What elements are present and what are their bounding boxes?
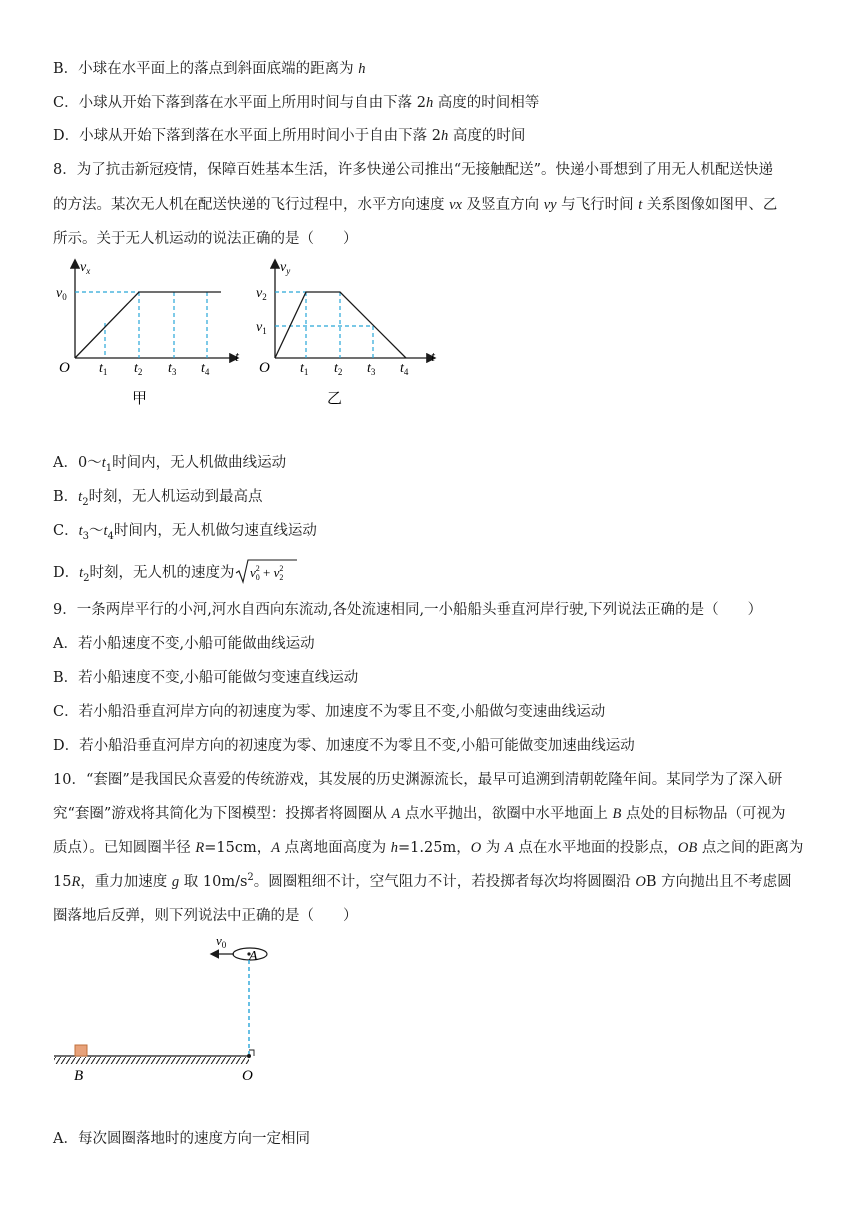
q9-option-d: D．若小船沿垂直河岸方向的初速度为零、加速度不为零且不变,小船可能做变加速曲线运动	[53, 738, 635, 754]
variable-O: O	[635, 874, 646, 890]
variable-t: t	[78, 523, 83, 539]
ground-hatch	[54, 1057, 249, 1064]
caption-yi: 乙	[327, 391, 343, 407]
option-letter: C．	[53, 523, 79, 539]
tick-t4: $t_4$	[201, 361, 210, 377]
variable-t: t	[79, 565, 84, 581]
option-letter: D．	[53, 565, 80, 581]
option-text: 小球从开始下落到落在水平面上所用时间与自由下落 2	[78, 95, 426, 111]
superscript: 2	[247, 872, 254, 884]
origin-label: O	[59, 360, 70, 376]
y-axis-label: $v_x$	[80, 260, 91, 276]
tick-v1: $v_1$	[256, 320, 267, 336]
option-text: ～	[89, 523, 104, 539]
guide-lines	[75, 292, 207, 358]
q9-option-c: C．若小船沿垂直河岸方向的初速度为零、加速度不为零且不变,小船做匀变速曲线运动	[53, 704, 606, 720]
variable-t: t	[78, 489, 83, 505]
x-axis-label: t	[235, 350, 239, 365]
stem-text: 15	[53, 874, 72, 890]
caption-jia: 甲	[132, 391, 148, 407]
stem-text: ，重力加速度	[80, 874, 172, 890]
origin-label: O	[259, 360, 270, 376]
q9-option-b: B．若小船速度不变,小船可能做匀变速直线运动	[53, 670, 359, 686]
target-box-icon	[75, 1045, 87, 1056]
tick-t3: $t_3$	[367, 361, 376, 377]
q10-stem-line-2	[53, 804, 785, 824]
q8-stem-line-1: 8．为了抗击新冠疫情，保障百姓基本生活，许多快递公司推出“无接触配送”。快递小哥想到了用无人机配送快递	[53, 162, 774, 178]
q8-stem-line-3: 所示。关于无人机运动的说法正确的是（ ）	[53, 231, 358, 247]
subscript: 3	[82, 530, 90, 542]
option-text: 小球在水平面上的落点到斜面底端的距离为	[78, 61, 359, 77]
option-letter: B．	[53, 61, 79, 77]
subscript: 2	[83, 572, 90, 584]
option-text: 时刻，无人机运动到最高点	[88, 489, 263, 505]
q8-stem-line-2	[53, 195, 777, 215]
stem-text: 。圆圈粗细不计，空气阻力不计，若投掷者每次均将圆圈沿	[253, 874, 636, 890]
stem-text: 点处的目标物品（可视为	[621, 806, 786, 822]
sqrt-expression	[235, 558, 297, 584]
q10-option-a: A．每次圆圈落地时的速度方向一定相同	[53, 1131, 310, 1147]
stem-text: 的方法。某次无人机在配送快递的飞行过程中，水平方向速度	[53, 197, 450, 213]
variable-A: A	[391, 806, 401, 822]
stem-text: 点之间的距离为	[697, 840, 804, 856]
label-a: A	[249, 949, 258, 964]
variable-O: O	[470, 840, 482, 856]
option-text: 小球从开始下落到落在水平面上所用时间小于自由下落 2	[79, 128, 441, 144]
variable-g: g	[171, 874, 180, 890]
v0-label: $v_0$	[216, 933, 227, 950]
stem-text: 为	[481, 840, 505, 856]
subscript: 1	[105, 462, 113, 474]
variable-OB: OB	[677, 840, 698, 856]
label-o: O	[242, 1068, 253, 1084]
q8-option-b	[53, 487, 263, 507]
subscript: 4	[107, 530, 114, 542]
variable-t: t	[638, 197, 643, 213]
variable-h: h	[390, 840, 399, 856]
option-letter: D．	[53, 128, 80, 144]
variable-B: B	[612, 806, 622, 822]
stem-text: 点水平抛出，欲圈中水平地面上	[400, 806, 613, 822]
stem-text: B 方向抛出且不考虑圆	[645, 874, 792, 890]
q8-option-a	[53, 453, 286, 473]
q8-option-c	[53, 521, 317, 541]
stem-text: 取 10m/s	[179, 874, 248, 890]
stem-text: 究“套圈”游戏将其简化为下图模型：投掷者将圆圈从	[53, 806, 392, 822]
variable-R: R	[71, 874, 81, 890]
tick-t3: $t_3$	[168, 361, 177, 377]
q10-stem-line-3	[53, 838, 803, 858]
option-text: 高度的时间相等	[433, 95, 540, 111]
subscript: 2	[82, 496, 89, 508]
tick-t2: $t_2$	[134, 361, 143, 377]
option-letter: B．	[53, 489, 79, 505]
stem-text: 质点）。已知圆圈半径	[53, 840, 196, 856]
option-text: 时间内，无人机做曲线运动	[112, 455, 287, 471]
variable-h: h	[425, 95, 434, 111]
stem-text: =1.25m，	[398, 840, 471, 856]
x-axis-label: t	[431, 350, 435, 365]
variable-vy: vy	[543, 197, 557, 213]
point-o-icon	[247, 1054, 251, 1058]
option-letter: C．	[53, 95, 79, 111]
vx-curve	[75, 292, 221, 358]
q10-stem-line-4	[53, 872, 792, 892]
stem-text: =15cm，	[204, 840, 272, 856]
q7-option-b	[53, 59, 366, 79]
stem-text: 与飞行时间	[556, 197, 639, 213]
stem-text: 点离地面高度为	[280, 840, 391, 856]
guide-lines	[275, 292, 373, 358]
tick-t2: $t_2$	[334, 361, 343, 377]
tick-v2: $v_2$	[256, 286, 267, 302]
graph-jia	[55, 255, 255, 415]
option-text: 时间内，无人机做匀速直线运动	[113, 523, 317, 539]
q7-option-c	[53, 93, 539, 113]
tick-t4: $t_4$	[400, 361, 409, 377]
y-axis-label: $v_y$	[280, 260, 291, 276]
ring-toss-figure	[50, 930, 280, 1090]
stem-text: 点在水平地面的投影点，	[513, 840, 678, 856]
variable-vx: vx	[449, 197, 462, 213]
option-text: 0～	[77, 455, 102, 471]
variable-t: t	[101, 455, 106, 471]
q9-stem: 9．一条两岸平行的小河,河水自西向东流动,各处流速相同,一小船船头垂直河岸行驶,下列说法正确的是（ ）	[53, 602, 763, 618]
variable-h: h	[358, 61, 366, 77]
stem-text: 关系图像如图甲、乙	[642, 197, 778, 213]
tick-v0: $v_0$	[56, 286, 67, 302]
q9-option-a: A．若小船速度不变,小船可能做曲线运动	[53, 636, 315, 652]
variable-R: R	[195, 840, 205, 856]
label-b: B	[74, 1068, 84, 1084]
tick-t1: $t_1$	[300, 361, 309, 377]
option-text: 高度的时间	[448, 128, 526, 144]
svg-text:v02 + v22: $v_02 + v_22$	[249, 564, 283, 582]
graph-yi	[254, 255, 454, 415]
stem-text: 及竖直方向	[461, 197, 544, 213]
variable-A: A	[504, 840, 514, 856]
variable-A: A	[271, 840, 281, 856]
option-letter: A．	[53, 455, 78, 471]
q10-stem-line-1: 10．“套圈”是我国民众喜爱的传统游戏，其发展的历史渊源流长，最早可追溯到清朝乾隆年间。某同学为了深入研	[53, 772, 783, 788]
option-text: 时刻，无人机的速度为	[89, 565, 235, 581]
tick-t1: $t_1$	[99, 361, 108, 377]
sqrt-sign-icon	[235, 558, 297, 584]
q10-stem-line-5: 圈落地后反弹，则下列说法中正确的是（ ）	[53, 908, 358, 924]
variable-h: h	[440, 128, 449, 144]
q7-option-d	[53, 126, 525, 146]
q8-option-d	[53, 560, 297, 586]
variable-t: t	[103, 523, 108, 539]
